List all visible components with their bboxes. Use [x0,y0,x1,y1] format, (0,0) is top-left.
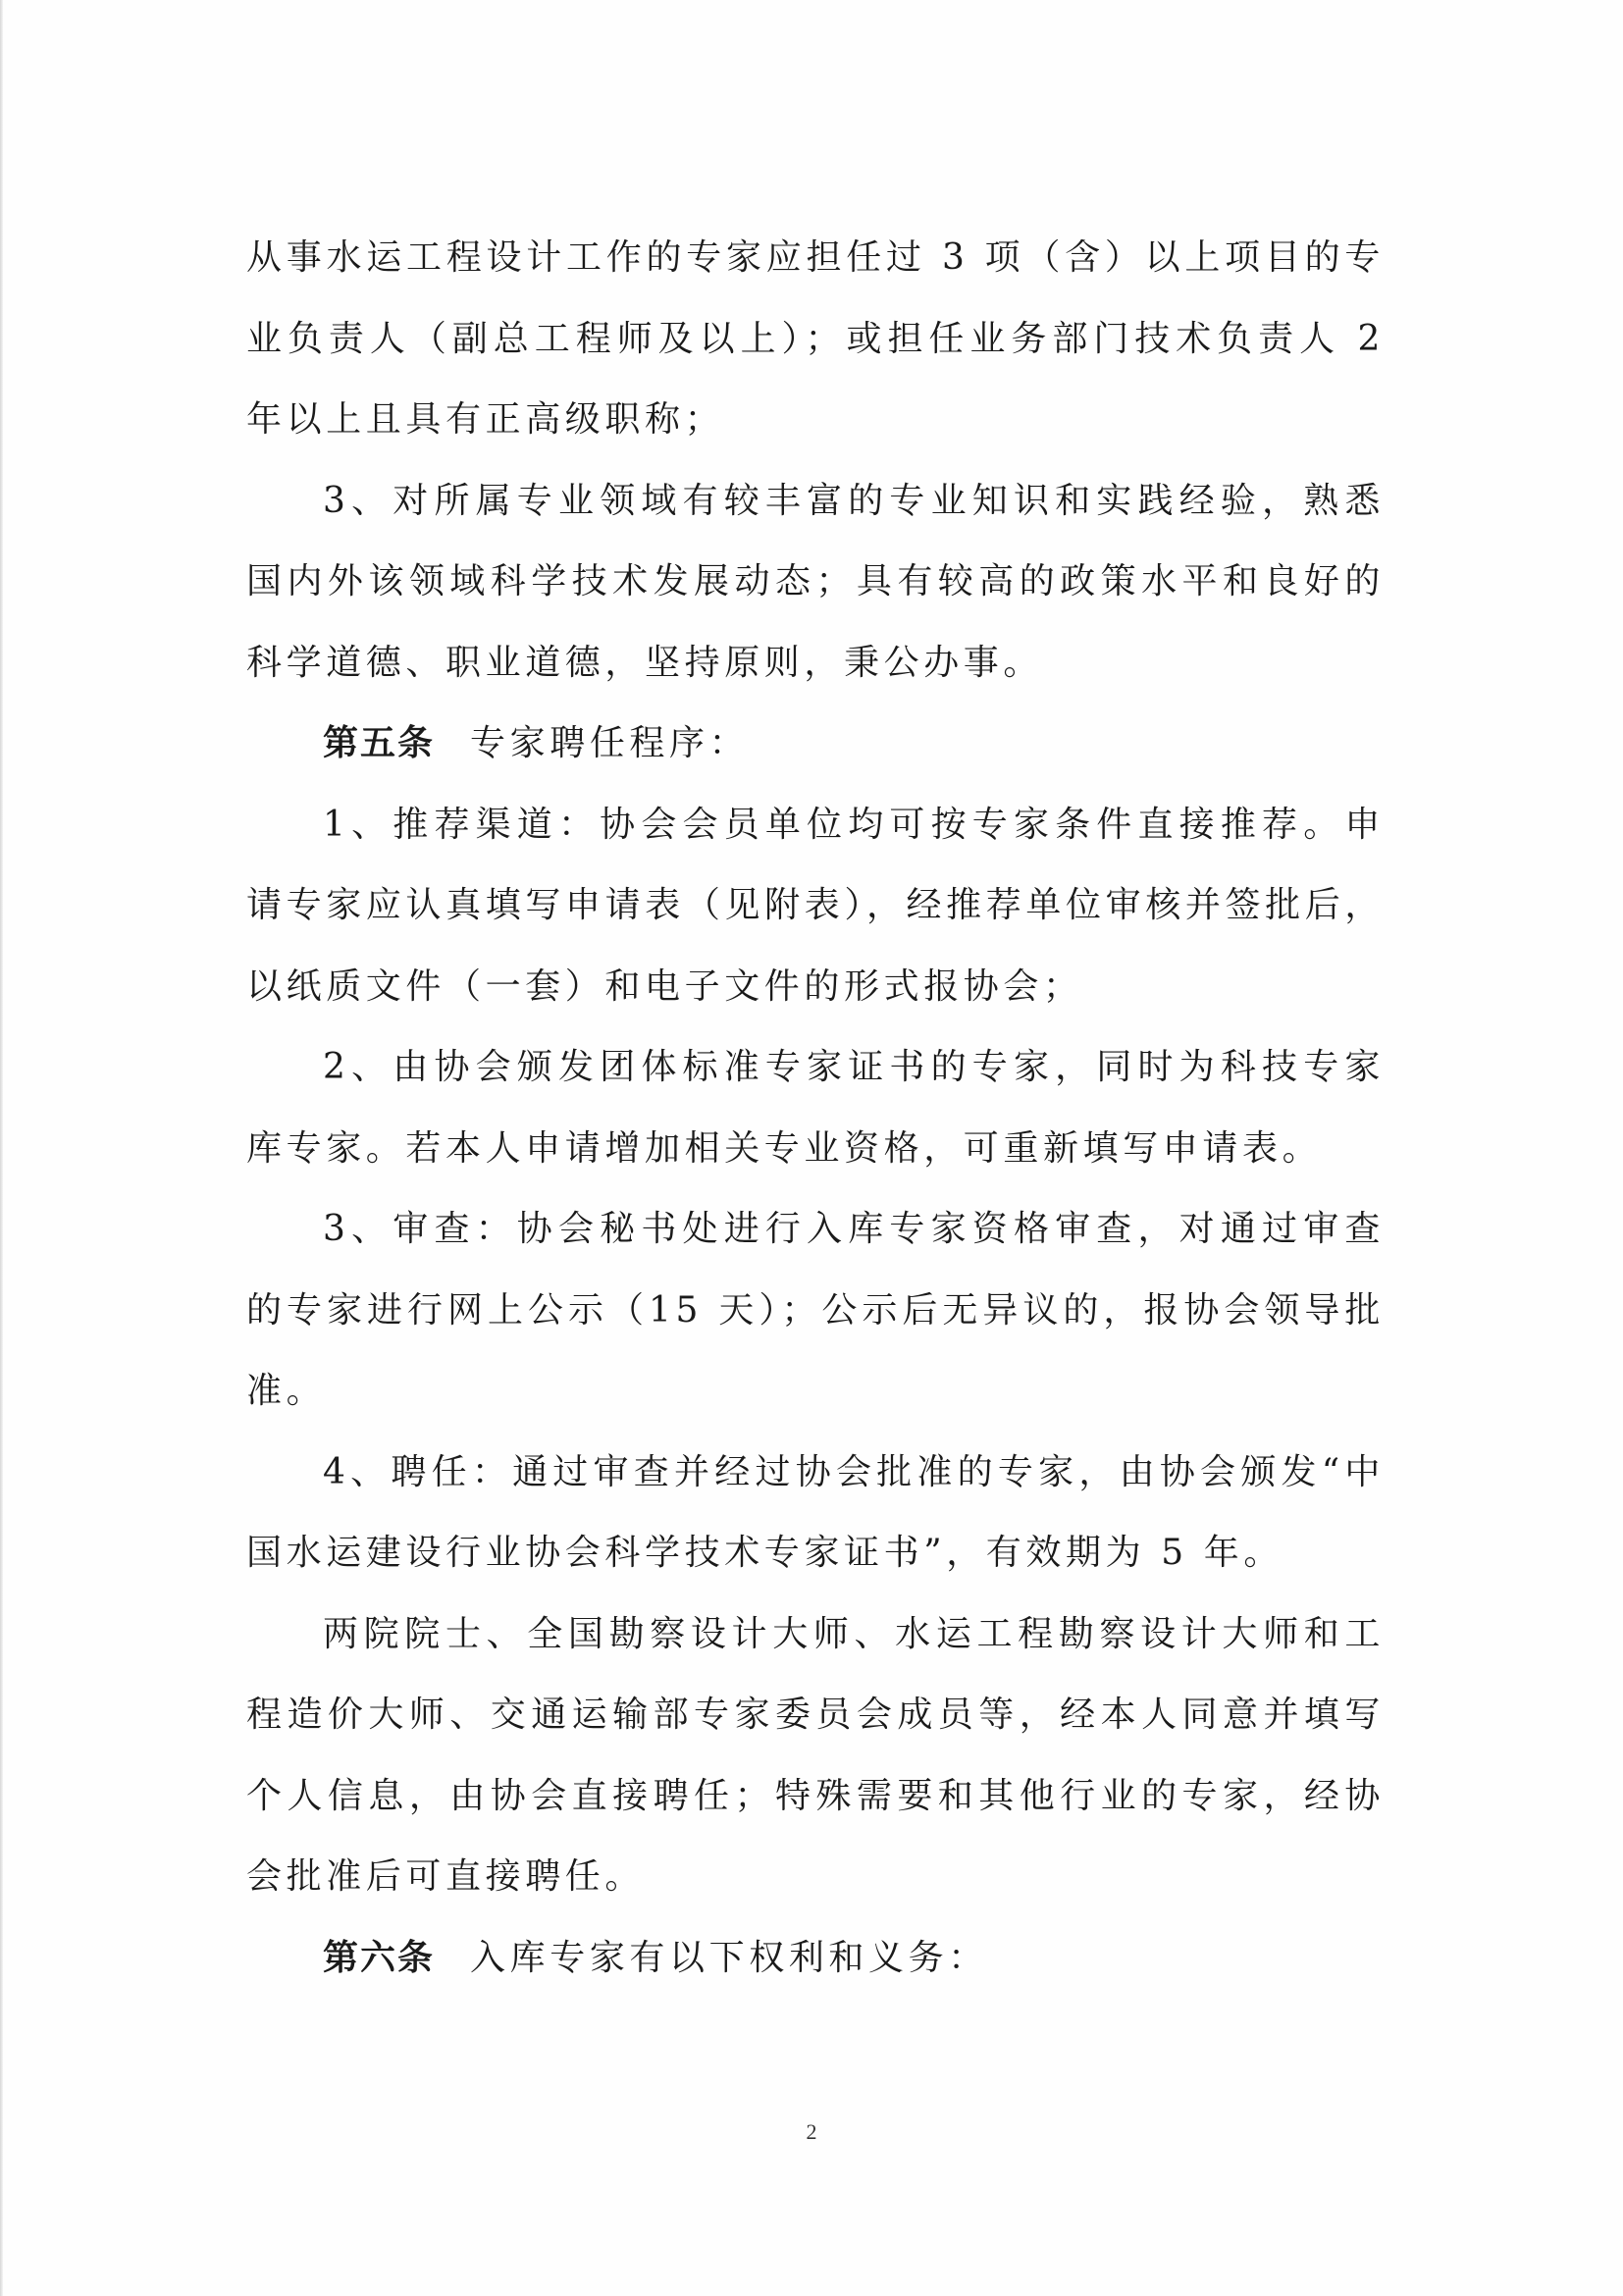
article-title: 入库专家有以下权利和义务： [470,1937,988,1978]
page-number: 2 [806,2119,817,2144]
article-label: 第五条 [323,723,436,763]
document-body [246,218,1385,1999]
paragraph-recommendation: 1、推荐渠道：协会会员单位均可按专家条件直接推荐。申请专家应认真填写申请表（见附表），经推荐单位审核并签批后，以纸质文件（一套）和电子文件的形式报协会； [246,804,1385,1007]
paragraph-direct-appointment: 两院院士、全国勘察设计大师、水运工程勘察设计大师和工程造价大师、交通运输部专家委员会成员等，经本人同意并填写个人信息，由协会直接聘任；特殊需要和其他行业的专家，经协会批准后可直接聘任。 [246,1613,1385,1897]
paragraph-review: 3、审查：协会秘书处进行入库专家资格审查，对通过审查的专家进行网上公示（15 天）；公示后无异议的，报协会领导批准。 [246,1209,1385,1411]
scan-edge [0,0,3,2296]
article-label: 第六条 [323,1937,436,1978]
article-five-heading [246,704,1385,785]
paragraph-appointment: 4、聘任：通过审查并经过协会批准的专家，由协会颁发“中国水运建设行业协会科学技术专家证书”，有效期为 5 年。 [246,1451,1385,1573]
article-title: 专家聘任程序： [470,723,750,763]
paragraph-certificate: 2、由协会颁发团体标准专家证书的专家，同时为科技专家库专家。若本人申请增加相关专业资格，可重新填写申请表。 [246,1047,1385,1169]
paragraph-continuation: 从事水运工程设计工作的专家应担任过 3 项（含）以上项目的专业负责人（副总工程师及以上）；或担任业务部门技术负责人 2 年以上且具有正高级职称； [246,237,1385,440]
paragraph-item-3: 3、对所属专业领域有较丰富的专业知识和实践经验，熟悉国内外该领域科学技术发展动态；具有较高的政策水平和良好的科学道德、职业道德，坚持原则，秉公办事。 [246,480,1385,683]
article-six-heading [246,1918,1385,2000]
